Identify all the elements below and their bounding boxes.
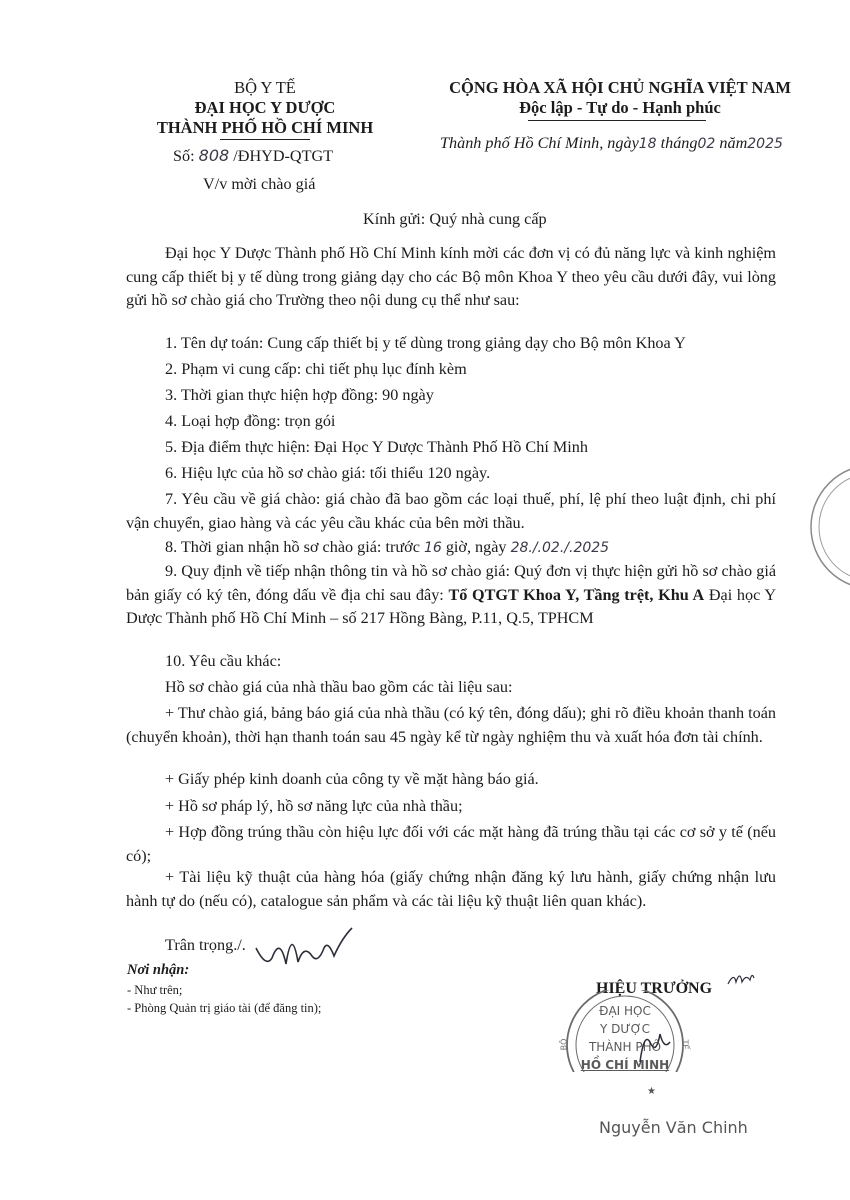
date-prefix: Thành phố Hồ Chí Minh, ngày <box>440 134 639 152</box>
item-8-mid: giờ, ngày <box>445 538 507 556</box>
bullet-5: + Tài liệu kỹ thuật của hàng hóa (giấy chứng nhận đăng ký lưu hành, giấy chứng nhận lưu hành tự do (nếu có), catalogue sản phẩm và các tài liệu kỹ thuật liên quan khác). <box>126 868 776 910</box>
stamp-line-1: ĐẠI HỌC <box>599 1004 651 1018</box>
bullet-3: + Hồ sơ pháp lý, hồ sơ năng lực của nhà thầu; <box>165 797 463 815</box>
initial-signature <box>252 918 372 976</box>
intro-paragraph: Đại học Y Dược Thành phố Hồ Chí Minh kính mời các đơn vị có đủ năng lực và kinh nghiệm cung cấp thiết bị y tế dùng trong giảng dạy cho các Bộ môn Khoa Y theo yêu cầu dưới đây, vui lòng gửi hồ sơ chào giá cho Trường theo nội dung cụ thể như sau: <box>126 244 776 310</box>
university-name-line2: THÀNH PHỐ HỒ CHÍ MINH <box>156 118 374 137</box>
item-10: 10. Yêu cầu khác: <box>165 652 282 670</box>
item-2: 2. Phạm vi cung cấp: chi tiết phụ lục đính kèm <box>165 360 467 378</box>
nation-title: CỘNG HÒA XÃ HỘI CHỦ NGHĨA VIỆT NAM <box>449 78 791 97</box>
signer-name: Nguyễn Văn Chinh <box>599 1118 748 1137</box>
document-number <box>173 144 333 169</box>
item-5: 5. Địa điểm thực hiện: Đại Học Y Dược Thành Phố Hồ Chí Minh <box>165 438 588 456</box>
recipients-title: Nơi nhận: <box>127 962 190 978</box>
item-7: 7. Yêu cầu về giá chào: giá chào đã bao gồm các loại thuế, phí, lệ phí theo luật định, chi phí vận chuyển, giao hàng và các yêu cầu khác của bên mời thầu. <box>126 490 776 532</box>
document-date <box>440 132 783 157</box>
stamp-right-text: TẾ <box>680 1039 690 1050</box>
doc-number-handwritten: 808 <box>198 146 230 165</box>
item-9-address-rest: Đại học Y Dược Thành phố Hồ Chí Minh – số 217 Hồng Bàng, P.11, Q.5, TPHCM <box>126 585 777 628</box>
date-year-handwritten: 2025 <box>747 136 783 152</box>
stamp-line-4: HỒ CHÍ MINH <box>580 1058 670 1072</box>
item-8-prefix: 8. Thời gian nhận hồ sơ chào giá: trước <box>165 538 420 556</box>
signature-title: HIỆU TRƯỞNG <box>596 980 713 997</box>
item-3: 3. Thời gian thực hiện hợp đồng: 90 ngày <box>165 386 434 404</box>
signer-initials <box>726 968 756 990</box>
stamp-line-3: THÀNH PHỐ <box>588 1040 662 1054</box>
item-1: 1. Tên dự toán: Cung cấp thiết bị y tế dùng trong giảng dạy cho Bộ môn Khoa Y <box>165 334 686 352</box>
header-divider-right <box>528 120 706 121</box>
svg-text:★: ★ <box>647 1086 656 1097</box>
greeting: Kính gửi: Quý nhà cung cấp <box>363 210 547 228</box>
bullet-4: + Hợp đồng trúng thầu còn hiệu lực đối với các mặt hàng đã trúng thầu tại các cơ sở y tế (nếu có); <box>126 823 776 865</box>
closing-text: Trân trọng./. <box>165 936 246 954</box>
item-9-address-bold: Tổ QTGT Khoa Y, Tầng trệt, Khu A <box>448 585 705 604</box>
item-4: 4. Loại hợp đồng: trọn gói <box>165 412 336 430</box>
date-year-label: năm <box>719 134 748 152</box>
item-8 <box>165 536 609 561</box>
doc-number-suffix: /ĐHYD-QTGT <box>233 147 334 165</box>
item-9-text: 9. Quy định về tiếp nhận thông tin và hồ sơ chào giá: Quý đơn vị thực hiện gửi hồ sơ chào giá bản giấy có ký tên, đóng dấu về địa chỉ sau đây: <box>126 562 776 604</box>
doc-number-prefix: Số: <box>173 147 195 165</box>
document-subject: V/v mời chào giá <box>203 175 316 193</box>
item-8-hour-handwritten: 16 <box>423 540 442 556</box>
header-divider-left <box>220 139 310 140</box>
item-6: 6. Hiệu lực của hồ sơ chào giá: tối thiểu 120 ngày. <box>165 464 491 482</box>
item-10-intro: Hồ sơ chào giá của nhà thầu bao gồm các tài liệu sau: <box>165 678 513 696</box>
stamp-line-2: Y DƯỢC <box>599 1022 650 1036</box>
bullet-2: + Giấy phép kinh doanh của công ty về mặt hàng báo giá. <box>165 770 539 788</box>
ministry-name: BỘ Y TẾ <box>234 78 296 97</box>
date-month-label: tháng <box>660 134 698 152</box>
date-month-handwritten: 02 <box>697 136 716 152</box>
university-name-line1: ĐẠI HỌC Y DƯỢC <box>194 98 336 117</box>
nation-motto: Độc lập - Tự do - Hạnh phúc <box>519 98 721 117</box>
bullet-1: + Thư chào giá, bảng báo giá của nhà thầu (có ký tên, đóng dấu); ghi rõ điều khoản thanh toán (chuyển khoản), thời hạn thanh toán sau 45 ngày kể từ ngày nghiệm thu và xuất hóa đơn tài chính. <box>126 704 776 746</box>
recipient-2: - Phòng Quản trị giáo tài (để đăng tin); <box>127 1001 322 1015</box>
page-seal-edge-icon <box>798 462 850 592</box>
item-8-date-handwritten: 28./.02./.2025 <box>510 540 610 556</box>
date-day-handwritten: 18 <box>638 136 657 152</box>
item-9 <box>126 560 776 631</box>
recipient-1: - Như trên; <box>127 983 183 997</box>
main-signature <box>620 1022 680 1072</box>
stamp-left-text: BỘ <box>559 1038 569 1051</box>
